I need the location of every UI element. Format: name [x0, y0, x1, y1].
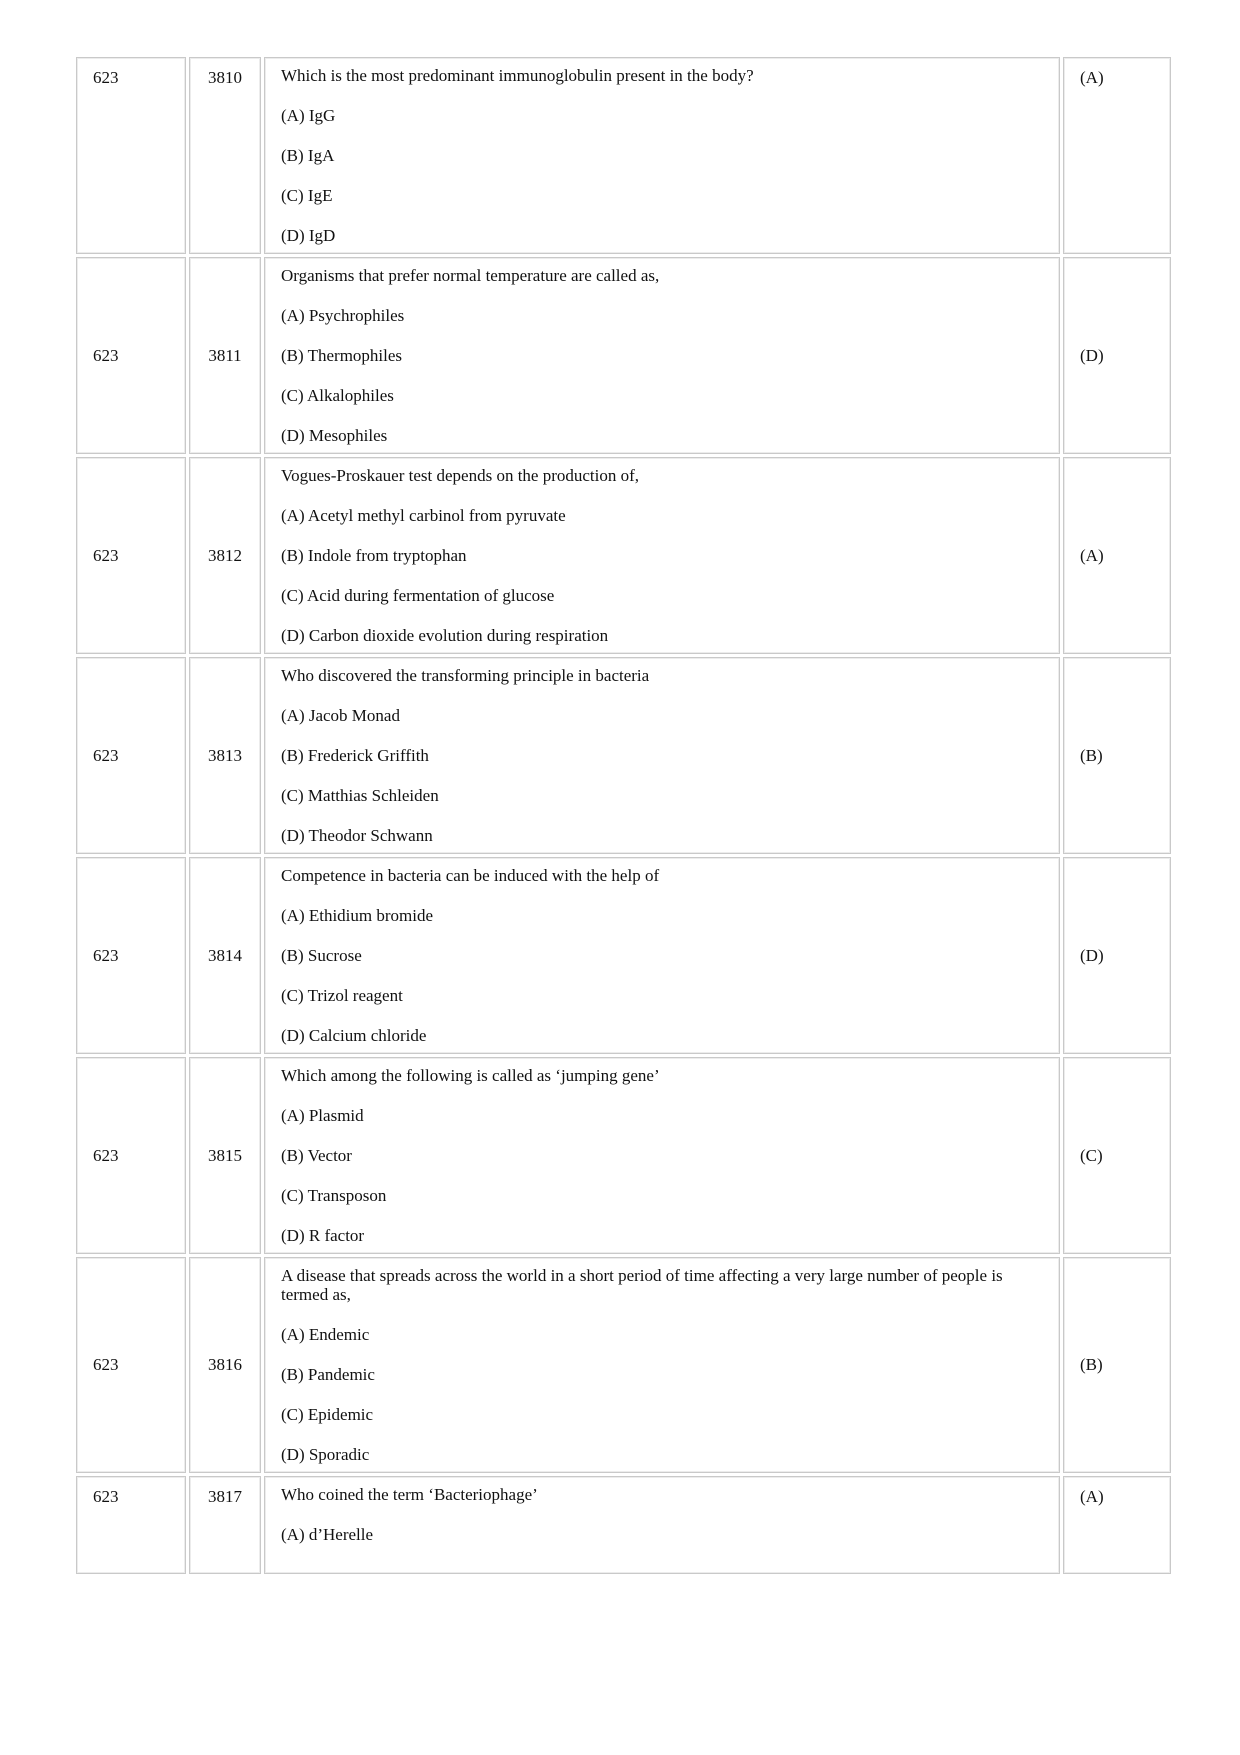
option-c: (C) Matthias Schleiden — [281, 786, 439, 805]
option-a: (A) Acetyl methyl carbinol from pyruvate — [281, 506, 566, 525]
table-row — [76, 457, 1171, 654]
question-number-cell: 3815 — [189, 1057, 261, 1254]
answer-cell: (B) — [1063, 1257, 1171, 1473]
question-text: Vogues-Proskauer test depends on the production of, — [281, 466, 640, 485]
option-d: (D) Mesophiles — [281, 426, 388, 445]
question-text: A disease that spreads across the world in a short period of time affecting a very large number of people is termed as, — [281, 1266, 1003, 1304]
answer-cell: (D) — [1063, 257, 1171, 454]
option-c: (C) IgE — [281, 186, 333, 205]
option-b: (B) Vector — [281, 1146, 352, 1165]
paper-code-cell: 623 — [76, 1257, 186, 1473]
option-a: (A) Ethidium bromide — [281, 906, 434, 925]
option-a: (A) Psychrophiles — [281, 306, 405, 325]
option-d: (D) R factor — [281, 1226, 365, 1245]
table-row — [76, 1057, 1171, 1254]
answer-cell: (D) — [1063, 857, 1171, 1054]
option-a: (A) Plasmid — [281, 1106, 364, 1125]
table-row — [76, 257, 1171, 454]
question-table-body — [76, 57, 1171, 1574]
question-cell — [264, 57, 1060, 254]
table-row — [76, 1476, 1171, 1574]
question-cell — [264, 657, 1060, 854]
paper-code-cell: 623 — [76, 1476, 186, 1574]
table-row — [76, 857, 1171, 1054]
option-d: (D) Theodor Schwann — [281, 826, 433, 845]
option-c: (C) Transposon — [281, 1186, 387, 1205]
question-text: Which among the following is called as ‘jumping gene’ — [281, 1066, 660, 1085]
question-number-cell: 3817 — [189, 1476, 261, 1574]
option-c: (C) Trizol reagent — [281, 986, 403, 1005]
paper-code-cell: 623 — [76, 657, 186, 854]
paper-code-cell: 623 — [76, 857, 186, 1054]
option-a: (A) IgG — [281, 106, 336, 125]
answer-cell: (A) — [1063, 1476, 1171, 1574]
option-b: (B) IgA — [281, 146, 335, 165]
option-d: (D) Calcium chloride — [281, 1026, 427, 1045]
answer-cell: (B) — [1063, 657, 1171, 854]
answer-cell: (A) — [1063, 457, 1171, 654]
paper-code-cell: 623 — [76, 1057, 186, 1254]
question-cell — [264, 1257, 1060, 1473]
table-row — [76, 1257, 1171, 1473]
option-a: (A) d’Herelle — [281, 1525, 374, 1544]
question-number-cell: 3811 — [189, 257, 261, 454]
question-text: Which is the most predominant immunoglobulin present in the body? — [281, 66, 754, 85]
table-row — [76, 57, 1171, 254]
question-sheet — [73, 57, 1174, 1697]
question-cell — [264, 1476, 1060, 1574]
option-c: (C) Epidemic — [281, 1405, 374, 1424]
option-d: (D) Carbon dioxide evolution during respiration — [281, 626, 609, 645]
option-b: (B) Sucrose — [281, 946, 362, 965]
option-c: (C) Alkalophiles — [281, 386, 394, 405]
option-b: (B) Thermophiles — [281, 346, 403, 365]
table-row — [76, 657, 1171, 854]
question-cell — [264, 257, 1060, 454]
paper-code-cell: 623 — [76, 257, 186, 454]
paper-code-cell: 623 — [76, 457, 186, 654]
option-a: (A) Jacob Monad — [281, 706, 400, 725]
question-number-cell: 3813 — [189, 657, 261, 854]
question-number-cell: 3816 — [189, 1257, 261, 1473]
question-cell — [264, 857, 1060, 1054]
question-number-cell: 3812 — [189, 457, 261, 654]
question-text: Competence in bacteria can be induced with the help of — [281, 866, 660, 885]
option-b: (B) Frederick Griffith — [281, 746, 429, 765]
option-c: (C) Acid during fermentation of glucose — [281, 586, 555, 605]
option-d: (D) Sporadic — [281, 1445, 370, 1464]
option-a: (A) Endemic — [281, 1325, 370, 1344]
question-number-cell: 3810 — [189, 57, 261, 254]
question-cell — [264, 457, 1060, 654]
answer-cell: (C) — [1063, 1057, 1171, 1254]
paper-code-cell: 623 — [76, 57, 186, 254]
question-text: Organisms that prefer normal temperature are called as, — [281, 266, 660, 285]
option-b: (B) Indole from tryptophan — [281, 546, 467, 565]
question-number-cell: 3814 — [189, 857, 261, 1054]
question-cell — [264, 1057, 1060, 1254]
question-table — [73, 57, 1174, 1577]
question-text: Who coined the term ‘Bacteriophage’ — [281, 1485, 538, 1504]
answer-cell: (A) — [1063, 57, 1171, 254]
option-d: (D) IgD — [281, 226, 336, 245]
option-b: (B) Pandemic — [281, 1365, 375, 1384]
question-text: Who discovered the transforming principle in bacteria — [281, 666, 650, 685]
